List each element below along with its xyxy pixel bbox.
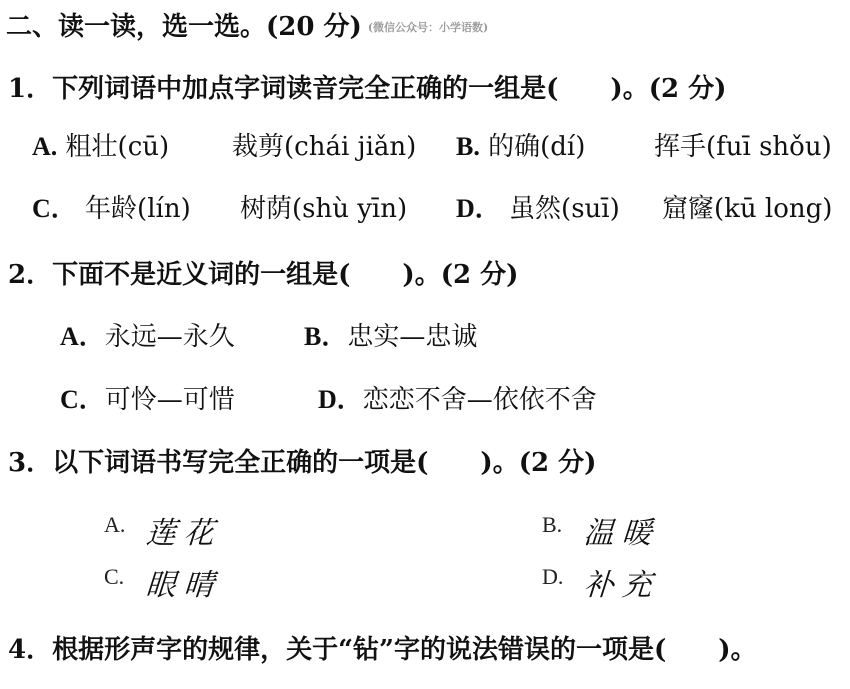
q2-option-d[interactable]: [318, 383, 597, 417]
q1-option-b-word2: 挥手(fuī shǒu): [654, 132, 832, 162]
q2-option-b-label: B．: [304, 322, 348, 351]
q3-option-b-handwriting: 温暖: [582, 516, 661, 551]
q2-option-a[interactable]: [60, 320, 235, 354]
q1-option-b-word1: 的确(dí): [488, 132, 586, 162]
q3-option-b-label[interactable]: B.: [542, 512, 563, 537]
q3-option-c-handwriting: 眼晴: [144, 568, 223, 603]
q1-option-a[interactable]: [32, 130, 169, 164]
q3-stem: 3．以下词语书写完全正确的一项是( )。(2 分): [8, 448, 597, 478]
q3-option-a-label[interactable]: A.: [104, 512, 126, 537]
q1-option-d-label: D．: [456, 194, 501, 223]
q1-option-b-word2-wrap: [654, 130, 832, 164]
q2-stem: 2．下面不是近义词的一组是( )。(2 分): [8, 260, 519, 290]
q1-option-a-word2: 裁剪(chái jiǎn): [232, 132, 417, 162]
q1-option-b[interactable]: [456, 130, 585, 164]
q2-option-c-label: C．: [60, 385, 105, 414]
q2-option-d-text: 恋恋不舍—依依不舍: [362, 385, 597, 415]
q2-option-d-label: D．: [318, 385, 363, 414]
q3-option-d-handwriting: 补充: [582, 568, 661, 603]
q1-option-c-word2: 树荫(shù yīn): [240, 194, 408, 224]
q2-option-a-text: 永远—永久: [104, 322, 235, 352]
q2-option-b-text: 忠实—忠诚: [347, 322, 478, 352]
q2-option-b[interactable]: [304, 320, 477, 354]
q2-option-c-text: 可怜—可惜: [104, 385, 235, 415]
section-header: [6, 10, 488, 45]
q1-option-d-word2-wrap: [662, 192, 832, 226]
q2-option-a-label: A．: [60, 322, 105, 351]
q1-option-d-word1: 虽然(suī): [509, 194, 620, 224]
q1-option-a-label: A.: [32, 132, 58, 161]
q1-option-a-word2-wrap: [232, 130, 416, 164]
q3-option-c-label[interactable]: C.: [104, 564, 125, 589]
q1-option-b-label: B.: [456, 132, 480, 161]
q1-option-c-word2-wrap: [240, 192, 407, 226]
q3-option-d-label[interactable]: D.: [542, 564, 564, 589]
q1-option-c-label: C．: [32, 194, 77, 223]
q4-stem: 4．根据形声字的规律，关于“钻”字的说法错误的一项是( )。: [8, 635, 757, 665]
q3-option-a-handwriting: 莲花: [144, 516, 223, 551]
section-note: (微信公众号：小学语数): [367, 21, 489, 34]
q1-stem: 1．下列词语中加点字词读音完全正确的一组是( )。(2 分): [8, 74, 727, 104]
q1-option-c[interactable]: [32, 192, 191, 226]
q2-option-c[interactable]: [60, 383, 235, 417]
section-title: 二、读一读，选一选。(20 分): [6, 12, 362, 42]
q1-option-c-word1: 年龄(lín): [85, 194, 191, 224]
q1-option-d-word2: 窟窿(kū long): [662, 194, 833, 224]
q1-option-d[interactable]: [456, 192, 620, 226]
q1-option-a-word1: 粗壮(cū): [65, 132, 170, 162]
